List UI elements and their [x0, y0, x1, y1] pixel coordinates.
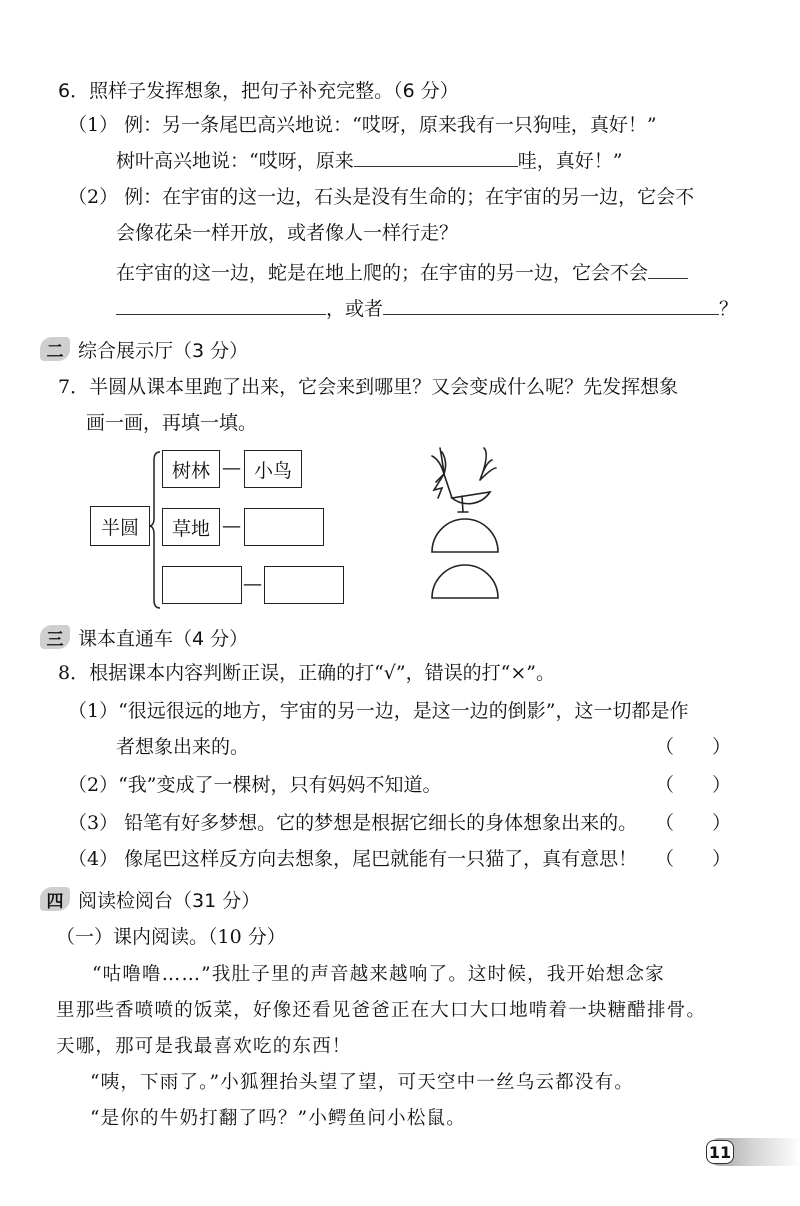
- q6-p1-example: （1） 例：另一条尾巴高兴地说：“哎呀，原来我有一只狗哇，真好！”: [68, 114, 657, 136]
- q6-p1-suffix: 哇，真好！”: [517, 150, 623, 172]
- q6-p2-blank-3[interactable]: [383, 296, 719, 315]
- q6-p2-question-mark: ？: [719, 298, 739, 320]
- q6-p1-blank[interactable]: [354, 148, 518, 167]
- q7-root-box: [90, 506, 150, 546]
- reading-p1-line-3: 天哪，那可是我最喜欢吃的东西！: [56, 1036, 352, 1057]
- q6-p2-example-1: （2） 例：在宇宙的这一边，石头是没有生命的；在宇宙的另一边，它会不: [68, 186, 695, 208]
- semicircle-drawings: [420, 440, 510, 615]
- section-4-title: 阅读检阅台（31 分）: [78, 889, 261, 912]
- section-3-title: 课本直通车（4 分）: [78, 627, 249, 650]
- q6-p2-prompt-2: [116, 296, 738, 322]
- q6-p2-blank-2[interactable]: [116, 296, 326, 315]
- q8-item-3: （3） 铅笔有好多梦想。它的梦想是根据它细长的身体想象出来的。: [68, 812, 638, 834]
- q6-p1-prefix: 树叶高兴地说：“哎呀，原来: [116, 150, 354, 172]
- q7-blank-box-1[interactable]: [244, 508, 324, 546]
- q7-box-grass: [162, 508, 220, 546]
- q8-answer-1[interactable]: （ ）: [655, 736, 732, 758]
- q8-answer-2[interactable]: （ ）: [655, 774, 732, 796]
- q8-answer-3[interactable]: （ ）: [655, 812, 732, 834]
- q7-line-2: 画一画，再填一填。: [86, 412, 258, 434]
- semicircle-2: [432, 519, 498, 552]
- section-3-header: [40, 622, 248, 652]
- q7-box-forest-label: 树林: [171, 459, 210, 482]
- semicircle-3: [432, 565, 498, 598]
- bird-drawing: [432, 448, 496, 512]
- q6-p2-prompt-text: 在宇宙的这一边，蛇是在地上爬的；在宇宙的另一边，它会不会: [116, 262, 649, 284]
- q7-dash-3: —: [243, 573, 262, 595]
- q7-box-forest: [162, 450, 220, 488]
- q6-title: 6．照样子发挥想象，把句子补充完整。（6 分）: [58, 80, 459, 102]
- section-4-header: [40, 884, 260, 914]
- q6-p2-prompt: [116, 260, 688, 286]
- q8-item-1b: 者想象出来的。: [116, 736, 250, 758]
- q6-p1-answer-line: [116, 148, 622, 174]
- section-4-number: 四: [40, 887, 70, 911]
- section-2-title: 综合展示厅（3 分）: [78, 339, 249, 362]
- reading-p1-line-1: “咕噜噜……”我肚子里的声音越来越响了。这时候，我开始想念家: [92, 964, 665, 985]
- section-2-header: [40, 334, 248, 364]
- q7-line-1: 7．半圆从课本里跑了出来，它会来到哪里？又会变成什么呢？先发挥想象: [58, 376, 679, 398]
- q8-answer-4[interactable]: （ ）: [655, 848, 732, 870]
- q7-blank-box-3[interactable]: [264, 566, 344, 604]
- q7-dash-1: —: [222, 457, 241, 479]
- page-number: 11: [706, 1140, 734, 1164]
- section-2-number: 二: [40, 337, 70, 361]
- q8-title: 8．根据课本内容判断正误，正确的打“√”，错误的打“×”。: [58, 662, 555, 684]
- q7-root-label: 半圆: [100, 516, 139, 539]
- q6-p2-example-2: 会像花朵一样开放，或者像人一样行走？: [116, 222, 459, 244]
- reading-p1-line-2: 里那些香喷喷的饭菜，好像还看见爸爸正在大口大口地啃着一块糖醋排骨。: [56, 1000, 707, 1021]
- q8-item-4: （4） 像尾巴这样反方向去想象，尾巴就能有一只猫了，真有意思！: [68, 848, 638, 870]
- section-3-number: 三: [40, 625, 70, 649]
- reading-p2: “咦，下雨了。”小狐狸抬头望了望，可天空中一丝乌云都没有。: [90, 1072, 634, 1093]
- reading-p3: “是你的牛奶打翻了吗？”小鳄鱼问小松鼠。: [90, 1108, 466, 1129]
- q6-p2-or: ，或者: [326, 298, 384, 320]
- q7-box-bird: [244, 450, 302, 488]
- q7-box-grass-label: 草地: [171, 517, 210, 540]
- q8-item-1a: （1）“很远很远的地方，宇宙的另一边，是这一边的倒影”，这一切都是作: [68, 700, 689, 722]
- q8-item-2: （2）“我”变成了一棵树，只有妈妈不知道。: [68, 774, 442, 796]
- q7-dash-2: —: [222, 515, 241, 537]
- q7-box-bird-label: 小鸟: [253, 459, 292, 482]
- q6-p2-blank-1[interactable]: [648, 260, 688, 279]
- reading-subheading: （一）课内阅读。（10 分）: [56, 926, 286, 948]
- q7-blank-box-2[interactable]: [162, 566, 242, 604]
